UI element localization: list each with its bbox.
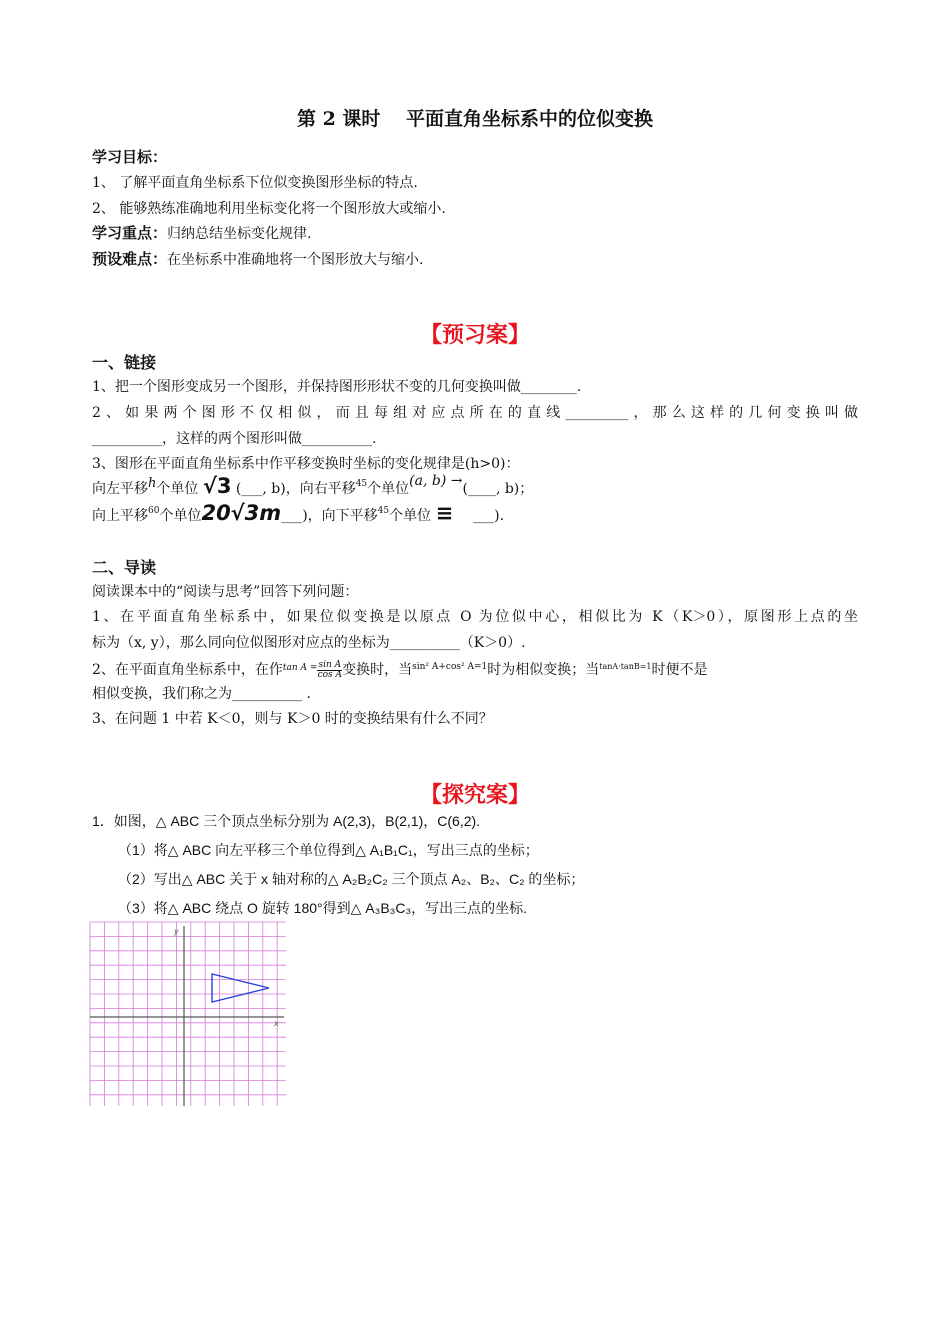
stacked-expression: ≡ bbox=[435, 501, 460, 525]
difficulty-text: 在坐标系中准确地将一个图形放大与缩小. bbox=[167, 252, 424, 268]
unit-text-3: 个单位 bbox=[159, 508, 202, 524]
condition-tan: tanA·tanB=1 bbox=[599, 662, 652, 671]
goal-item-2: 2、 能够熟练准确地利用坐标变化将一个图形放大或缩小. bbox=[92, 201, 446, 217]
goals-heading: 学习目标： bbox=[92, 148, 168, 166]
h-variable: h bbox=[148, 476, 157, 491]
y-axis-label: y bbox=[174, 927, 179, 936]
section1-q2b: __________，这样的两个图形叫做__________. bbox=[92, 431, 377, 447]
section2-q1b: 标为（x, y），那么同向位似图形对应点的坐标为__________（K＞0）. bbox=[92, 635, 526, 651]
ab-arrow-expression: (a, b) → bbox=[409, 473, 463, 489]
preview-title: 【预习案】 bbox=[419, 323, 530, 348]
section1-q2a: 2、如果两个图形不仅相似，而且每组对应点所在的直线_________，那么这样的几何变换叫做 bbox=[92, 405, 858, 421]
superscript-60: 60 bbox=[148, 506, 160, 516]
section2-heading: 二、导读 bbox=[92, 558, 157, 577]
condition-sin-cos: sin² A+cos² A=1 bbox=[412, 662, 488, 672]
unit-text: 个单位 bbox=[156, 481, 199, 497]
shift-down-blank: ___). bbox=[473, 508, 505, 524]
section2-q3: 3、在问题 1 中若 K＜0，则与 K＞0 时的变换结果有什么不同？ bbox=[92, 711, 493, 727]
difficulty-line bbox=[92, 248, 423, 269]
explore-q1: 1．如图，△ ABC 三个顶点坐标分别为 A(2,3)，B(2,1)，C(6,2). bbox=[92, 813, 481, 829]
explore-sub2: （2）写出△ ABC 关于 x 轴对称的△ A₂B₂C₂ 三个顶点 A₂、B₂、C₂ 的坐标； bbox=[118, 871, 585, 887]
difficulty-label: 预设难点： bbox=[92, 250, 168, 268]
shift-right-blank: (____, b)； bbox=[462, 481, 534, 497]
shift-up-prefix: 向上平移 bbox=[92, 508, 148, 524]
fraction-denominator: cos A bbox=[317, 669, 343, 680]
explore-sub3: （3）将△ ABC 绕点 O 旋转 180°得到△ A₃B₃C₃，写出三点的坐标. bbox=[118, 900, 528, 916]
sin-cos-fraction bbox=[317, 661, 342, 680]
unit-text-2: 个单位 bbox=[367, 481, 410, 497]
section1-heading: 一、链接 bbox=[92, 353, 157, 372]
shift-left-right-line bbox=[92, 474, 533, 498]
q2-prefix: 2、在平面直角坐标系中，在作 bbox=[92, 662, 283, 678]
x-axis-label: x bbox=[274, 1019, 279, 1028]
section2-q2b: 相似变换，我们称之为__________ . bbox=[92, 686, 311, 702]
fraction-numerator: sin A bbox=[318, 659, 342, 670]
sqrt3-expression: √3 bbox=[202, 474, 232, 498]
shift-left-blank: (___, b)，向右平移 bbox=[235, 481, 356, 497]
goal-item-1: 1、 了解平面直角坐标系下位似变换图形坐标的特点. bbox=[92, 175, 418, 191]
shift-up-blank: ___)，向下平移 bbox=[281, 508, 378, 524]
tan-a-left: tan A = bbox=[282, 663, 318, 673]
triangle-abc bbox=[212, 974, 269, 1002]
section2-intro: 阅读课本中的“阅读与思考”回答下列问题： bbox=[92, 584, 359, 600]
q2-mid2: 时为相似变换；当 bbox=[487, 662, 600, 678]
grid-lines bbox=[90, 922, 286, 1108]
q2-mid: 变换时，当 bbox=[342, 662, 413, 678]
coordinate-grid-figure bbox=[88, 920, 290, 1108]
section1-q1: 1、把一个图形变成另一个图形，并保持图形形状不变的几何变换叫做________. bbox=[92, 379, 582, 395]
focus-text: 归纳总结坐标变化规律. bbox=[167, 226, 312, 242]
section2-q2 bbox=[92, 659, 708, 680]
section2-q1a: 1、在平面直角坐标系中，如果位似变换是以原点 O 为位似中心，相似比为 K（K＞0），原图形上点的坐 bbox=[92, 609, 858, 625]
unit-text-4: 个单位 bbox=[389, 508, 432, 524]
explore-title: 【探究案】 bbox=[419, 783, 530, 808]
page-title: 第 2 课时 平面直角坐标系中的位似变换 bbox=[296, 108, 654, 130]
shift-left-prefix: 向左平移 bbox=[92, 481, 148, 497]
shift-up-down-line bbox=[92, 501, 504, 525]
section1-q3: 3、图形在平面直角坐标系中作平移变换时坐标的变化规律是(h>0)： bbox=[92, 456, 520, 472]
explore-sub1: （1）将△ ABC 向左平移三个单位得到△ A₁B₁C₁，写出三点的坐标； bbox=[118, 842, 539, 858]
focus-line bbox=[92, 222, 311, 243]
focus-label: 学习重点： bbox=[92, 224, 168, 242]
q2-end: 时便不是 bbox=[651, 662, 708, 678]
superscript-45: 45 bbox=[355, 479, 368, 489]
superscript-45-2: 45 bbox=[377, 506, 390, 516]
20sqrt3m-expression: 20√3m bbox=[201, 501, 282, 525]
